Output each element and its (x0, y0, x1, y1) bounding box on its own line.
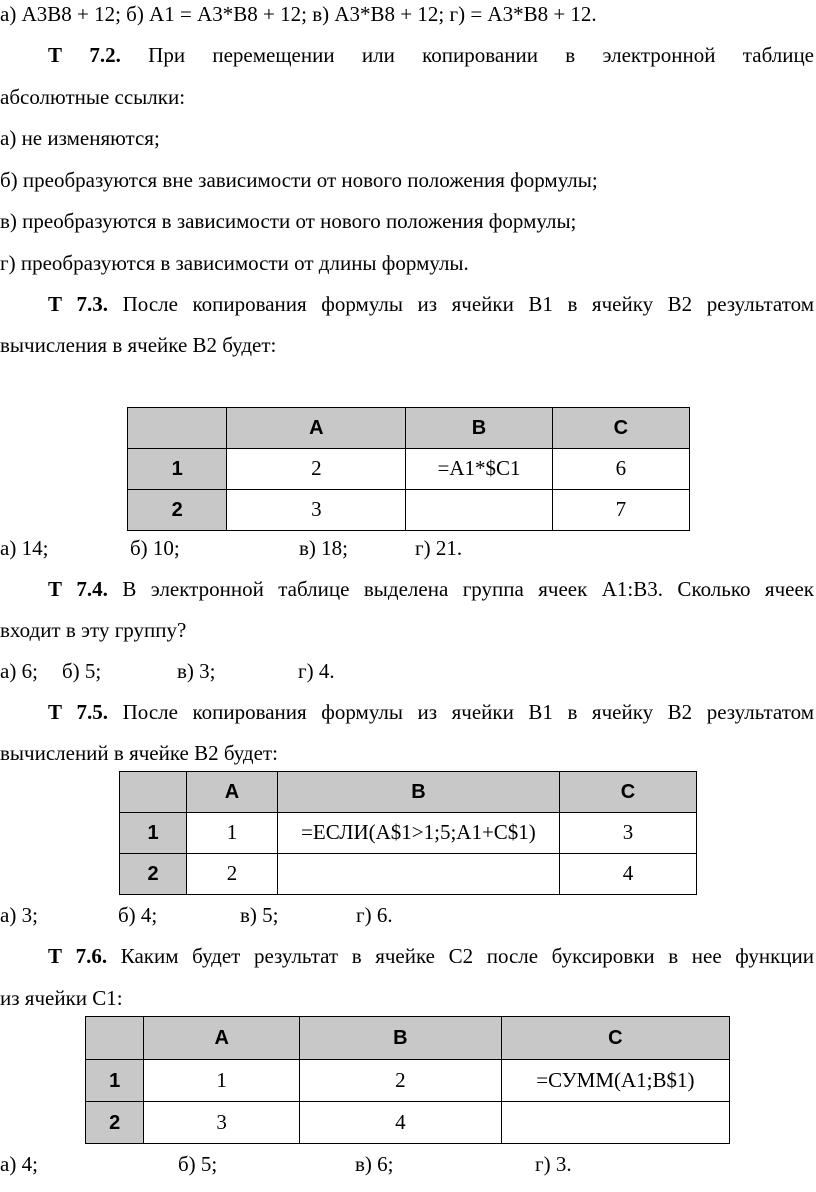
cell-a1: 1 (144, 1060, 299, 1102)
q76-label: Т 7.6. (48, 944, 108, 968)
column-header-c: C (552, 408, 689, 449)
q76-question-line2: из ячейки С1: (0, 986, 123, 1010)
q76-options (0, 1152, 816, 1180)
cell-b1: =А1*$С1 (406, 449, 553, 490)
q75-question-line1 (48, 700, 814, 725)
q71-options: а) А3В8 + 12; б) А1 = А3*В8 + 12; в) А3*В8 + 12; г) = А3*В8 + 12. (0, 2, 597, 26)
q72-option-c: в) преобразуются в зависимости от нового положения формулы; (0, 209, 577, 233)
q72-question-line2: абсолютные ссылки: (0, 85, 186, 109)
q73-question-line1 (48, 292, 814, 317)
q76-text1: Каким будет результат в ячейке С2 после буксировки в нее функции (120, 944, 815, 968)
q73-option-d: г) 21. (415, 536, 463, 560)
q73-option-b: б) 10; (130, 536, 180, 560)
column-header-a: A (144, 1017, 299, 1060)
row-header-2: 2 (86, 1102, 144, 1144)
column-header-c: C (501, 1017, 729, 1060)
q72-label: Т 7.2. (48, 43, 121, 67)
q75-spreadsheet-table (119, 771, 697, 895)
row-header-1: 1 (128, 449, 227, 490)
q75-options (0, 903, 816, 931)
column-header-b: B (406, 408, 553, 449)
q76-question-line1 (48, 944, 814, 969)
q74-question-line2: входит в эту группу? (0, 618, 187, 642)
cell-a2: 3 (144, 1102, 299, 1144)
q75-option-d: г) 6. (356, 903, 393, 927)
row-header-2: 2 (128, 490, 227, 531)
corner-cell (86, 1017, 144, 1060)
cell-c2: 7 (552, 490, 689, 531)
q74-options (0, 659, 816, 687)
q74-option-b: б) 5; (62, 659, 102, 683)
q74-text1: В электронной таблице выделена группа ячеек А1:В3. Сколько ячеек (122, 577, 814, 601)
cell-a1: 2 (227, 449, 406, 490)
q76-spreadsheet-table (85, 1016, 730, 1144)
column-header-b: B (277, 772, 559, 813)
q75-text1: После копирования формулы из ячейки В1 в ячейку В2 результатом (122, 700, 814, 724)
column-header-a: A (227, 408, 406, 449)
q73-question-line2: вычисления в ячейке В2 будет: (0, 333, 277, 357)
cell-b2 (277, 854, 559, 895)
column-header-c: C (560, 772, 697, 813)
q73-label: Т 7.3. (48, 292, 109, 316)
q72-option-a: а) не изменяются; (0, 126, 160, 150)
q75-option-b: б) 4; (118, 903, 158, 927)
cell-c1: 3 (560, 813, 697, 854)
q74-question-line1 (48, 577, 814, 602)
cell-b2 (406, 490, 553, 531)
cell-c1: 6 (552, 449, 689, 490)
q76-option-c: в) 6; (355, 1152, 394, 1176)
corner-cell (128, 408, 227, 449)
q72-text1: При перемещении или копировании в электронной таблице (148, 43, 815, 67)
q74-option-c: в) 3; (177, 659, 216, 683)
cell-b1: 2 (299, 1060, 501, 1102)
q75-label: Т 7.5. (48, 700, 109, 724)
q74-option-a: а) 6; (0, 659, 38, 683)
cell-b1: =ЕСЛИ(А$1>1;5;А1+С$1) (277, 813, 559, 854)
row-header-1: 1 (86, 1060, 144, 1102)
q76-option-b: б) 5; (178, 1152, 218, 1176)
q76-option-a: а) 4; (0, 1152, 38, 1176)
corner-cell (120, 772, 187, 813)
q75-question-line2: вычислений в ячейке В2 будет: (0, 741, 278, 765)
cell-a2: 3 (227, 490, 406, 531)
q73-option-a: а) 14; (0, 536, 49, 560)
q73-text1: После копирования формулы из ячейки В1 в ячейку В2 результатом (122, 292, 814, 316)
q75-option-a: а) 3; (0, 903, 38, 927)
column-header-b: B (299, 1017, 501, 1060)
q74-option-d: г) 4. (298, 659, 335, 683)
q73-option-c: в) 18; (299, 536, 348, 560)
q73-options (0, 536, 816, 564)
q76-option-d: г) 3. (535, 1152, 572, 1176)
row-header-2: 2 (120, 854, 187, 895)
cell-c2: 4 (560, 854, 697, 895)
cell-a2: 2 (187, 854, 278, 895)
q72-question-line1 (48, 43, 814, 68)
q72-option-d: г) преобразуются в зависимости от длины формулы. (0, 251, 469, 275)
cell-c1: =СУММ(А1;В$1) (501, 1060, 729, 1102)
cell-b2: 4 (299, 1102, 501, 1144)
cell-c2 (501, 1102, 729, 1144)
row-header-1: 1 (120, 813, 187, 854)
q72-option-b: б) преобразуются вне зависимости от нового положения формулы; (0, 168, 598, 192)
q74-label: Т 7.4. (48, 577, 108, 601)
q73-spreadsheet-table (127, 407, 690, 531)
column-header-a: A (187, 772, 278, 813)
cell-a1: 1 (187, 813, 278, 854)
q75-option-c: в) 5; (240, 903, 279, 927)
